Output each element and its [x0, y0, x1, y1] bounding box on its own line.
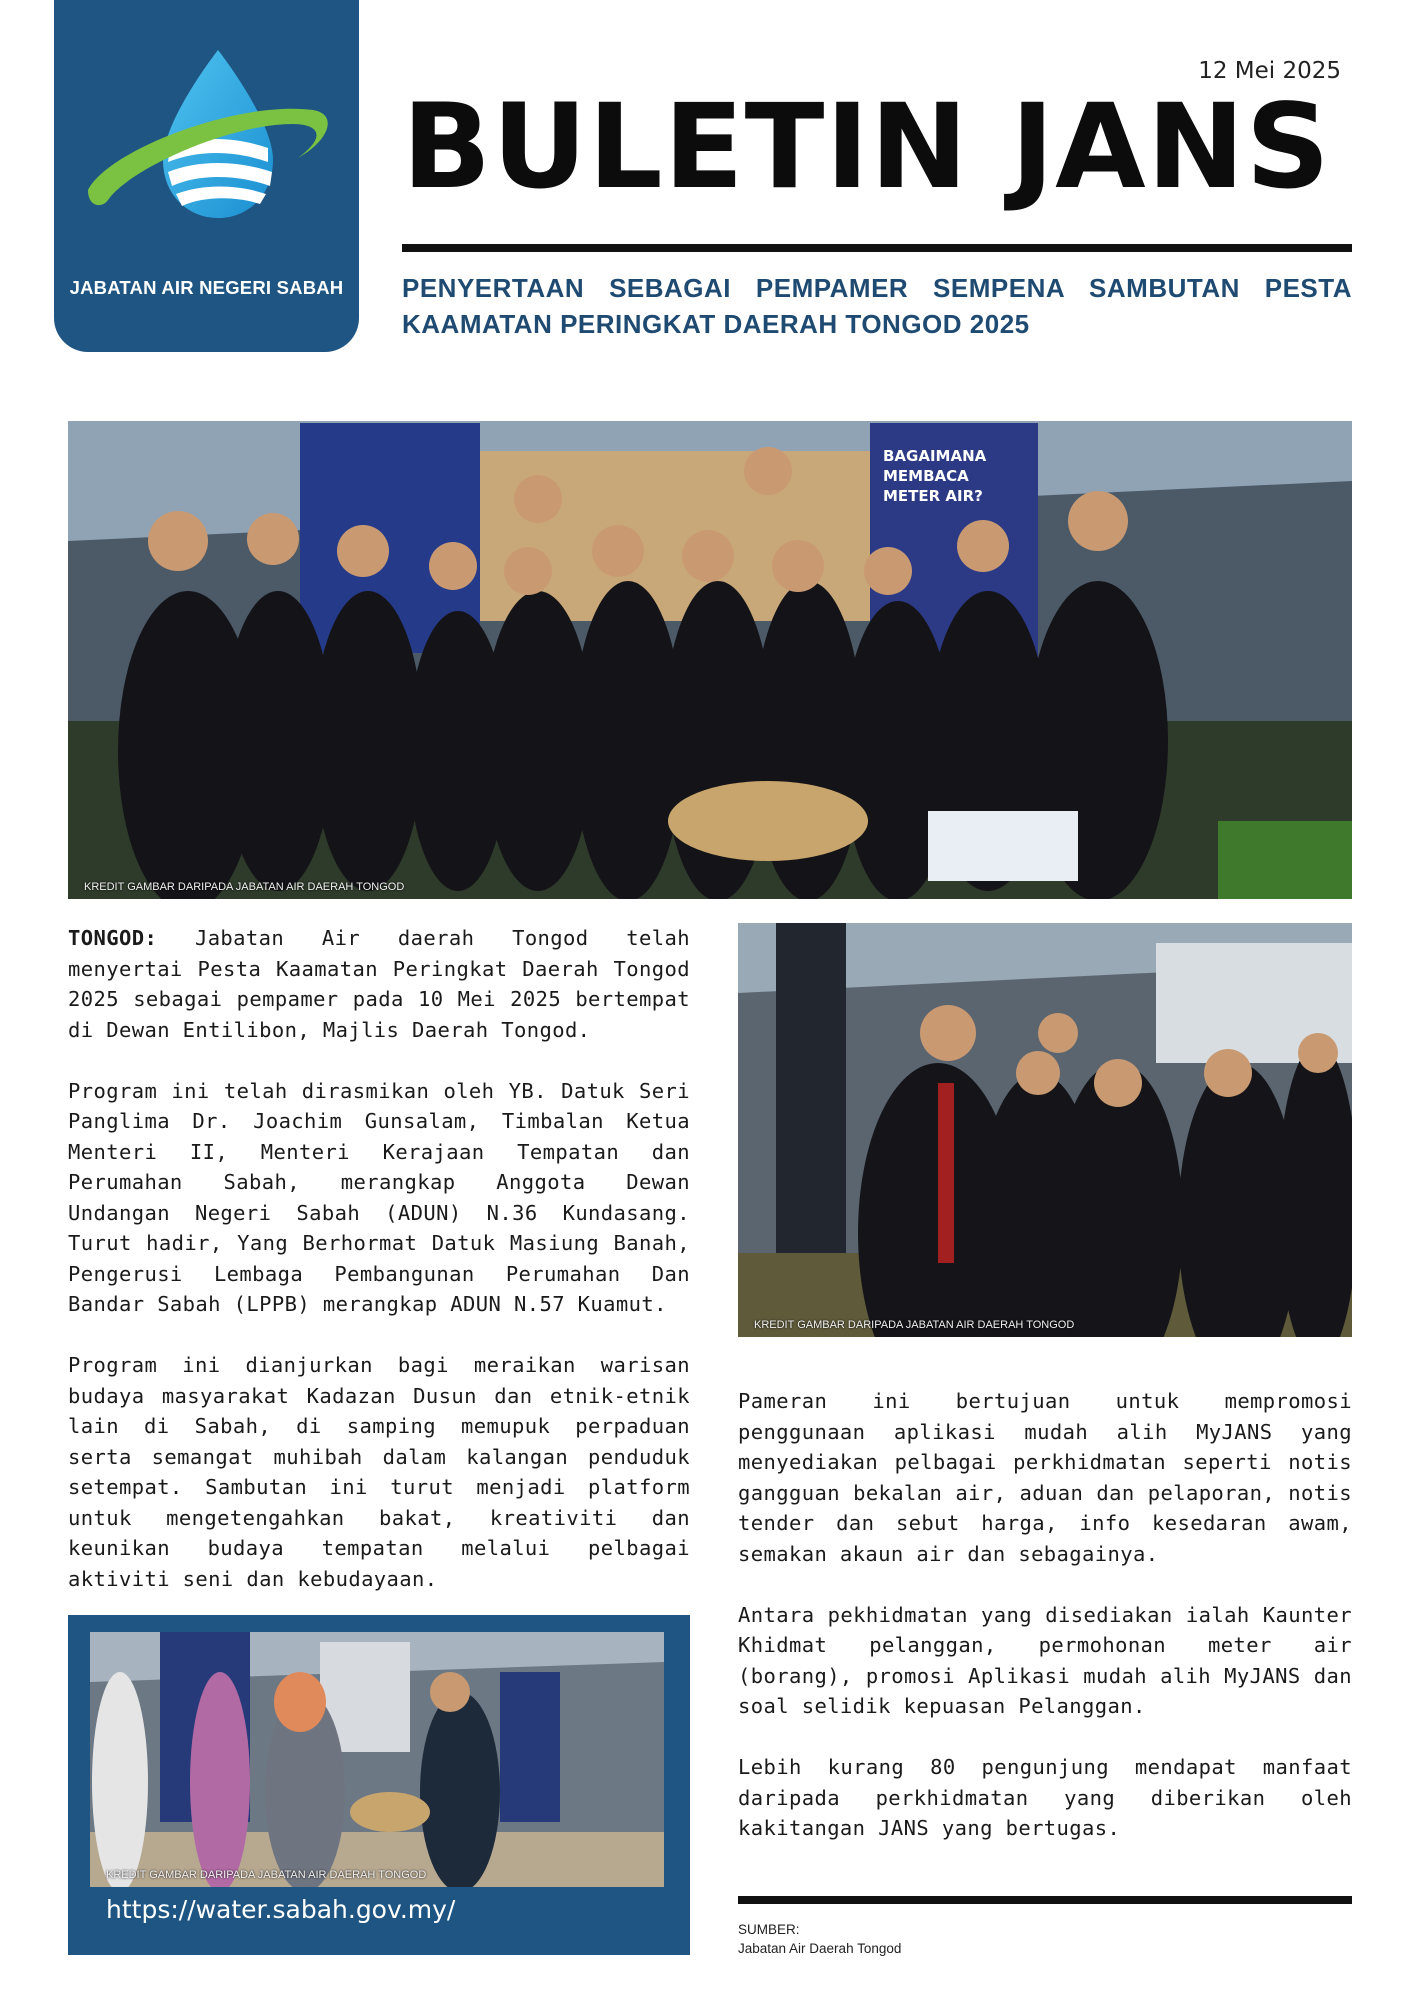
water-drop-icon: [68, 40, 348, 240]
divider: [738, 1896, 1352, 1904]
article-paragraph: Antara pekhidmatan yang disediakan ialah Kaunter Khidmat pelanggan, permohonan meter air (borang), promosi Aplikasi mudah alih MyJANS dan soal selidik kepuasan Pelanggan.: [738, 1602, 1352, 1718]
main-photo: [68, 421, 1352, 899]
photo-credit: KREDIT GAMBAR DARIPADA JABATAN AIR DAERAH TONGOD: [106, 1869, 427, 1881]
right-photo: [738, 923, 1352, 1337]
logo-block: [54, 0, 359, 352]
right-photo-scene: [738, 923, 1352, 1337]
banner-text: BAGAIMANA: [883, 447, 987, 465]
svg-text:MEMBACA: MEMBACA: [883, 467, 969, 485]
source-label: SUMBER:: [738, 1922, 800, 1937]
article-left: [68, 923, 690, 1625]
article-paragraph: Program ini telah dirasmikan oleh YB. Datuk Seri Panglima Dr. Joachim Gunsalam, Timbalan Ketua Menteri II, Menteri Kerajaan Tempatan dan Perumahan Sabah, merangkap Anggota Dewan Undangan Negeri Sabah (ADUN) N.36 Kundasang. Turut hadir, Yang Berhormat Datuk Masiung Banah, Pengerusi Lembaga Pembangunan Perumahan Dan Bandar Sabah (LPPB) merangkap ADUN N.57 Kuamut.: [68, 1078, 690, 1316]
article-paragraph: [68, 923, 690, 1045]
dateline: TONGOD:: [68, 926, 158, 950]
website-link[interactable]: https://water.sabah.gov.my/: [106, 1895, 456, 1924]
logo-text: JABATAN AIR NEGERI SABAH: [69, 277, 344, 298]
article-paragraph: Lebih kurang 80 pengunjung mendapat manfaat daripada perkhidmatan yang diberikan oleh kakitangan JANS yang bertugas.: [738, 1755, 1352, 1840]
paragraph-text: Jabatan Air daerah Tongod telah menyertai Pesta Kaamatan Peringkat Daerah Tongod 2025 sebagai pempamer pada 10 Mei 2025 bertempat di Dewan Entilibon, Majlis Daerah Tongod.: [68, 926, 690, 1042]
publication-date: 12 Mei 2025: [1198, 58, 1341, 84]
divider: [402, 244, 1352, 252]
source-block: [738, 1920, 901, 1958]
article-paragraph: Program ini dianjurkan bagi meraikan warisan budaya masyarakat Kadazan Dusun dan etnik-etnik lain di Sabah, di samping memupuk perpaduan serta semangat muhibah dalam kalangan penduduk setempat. Sambutan ini turut menjadi platform untuk mengetengahkan bakat, kreativiti dan keunikan budaya tempatan melalui pelbagai aktiviti seni dan kebudayaan.: [68, 1353, 690, 1591]
svg-text:METER AIR?: METER AIR?: [883, 487, 983, 505]
page-title: BULETIN JANS: [402, 78, 1331, 215]
bottom-photo-scene: [90, 1632, 664, 1887]
source-value: Jabatan Air Daerah Tongod: [738, 1941, 902, 1956]
photo-credit: KREDIT GAMBAR DARIPADA JABATAN AIR DAERAH TONGOD: [754, 1319, 1075, 1331]
article-right: [738, 1386, 1352, 1874]
article-paragraph: Pameran ini bertujuan untuk mempromosi penggunaan aplikasi mudah alih MyJANS yang menyediakan pelbagai perkhidmatan seperti notis gangguan bekalan air, aduan dan pelaporan, notis tender dan sebut harga, info kesedaran awam, semakan akaun air dan sebagainya.: [738, 1389, 1352, 1566]
main-photo-scene: [68, 421, 1352, 899]
headline: PENYERTAAN SEBAGAI PEMPAMER SEMPENA SAMBUTAN PESTA KAAMATAN PERINGKAT DAERAH TONGOD 2025: [402, 273, 1352, 339]
bottom-photo: [90, 1632, 664, 1887]
photo-credit: KREDIT GAMBAR DARIPADA JABATAN AIR DAERAH TONGOD: [84, 881, 405, 893]
